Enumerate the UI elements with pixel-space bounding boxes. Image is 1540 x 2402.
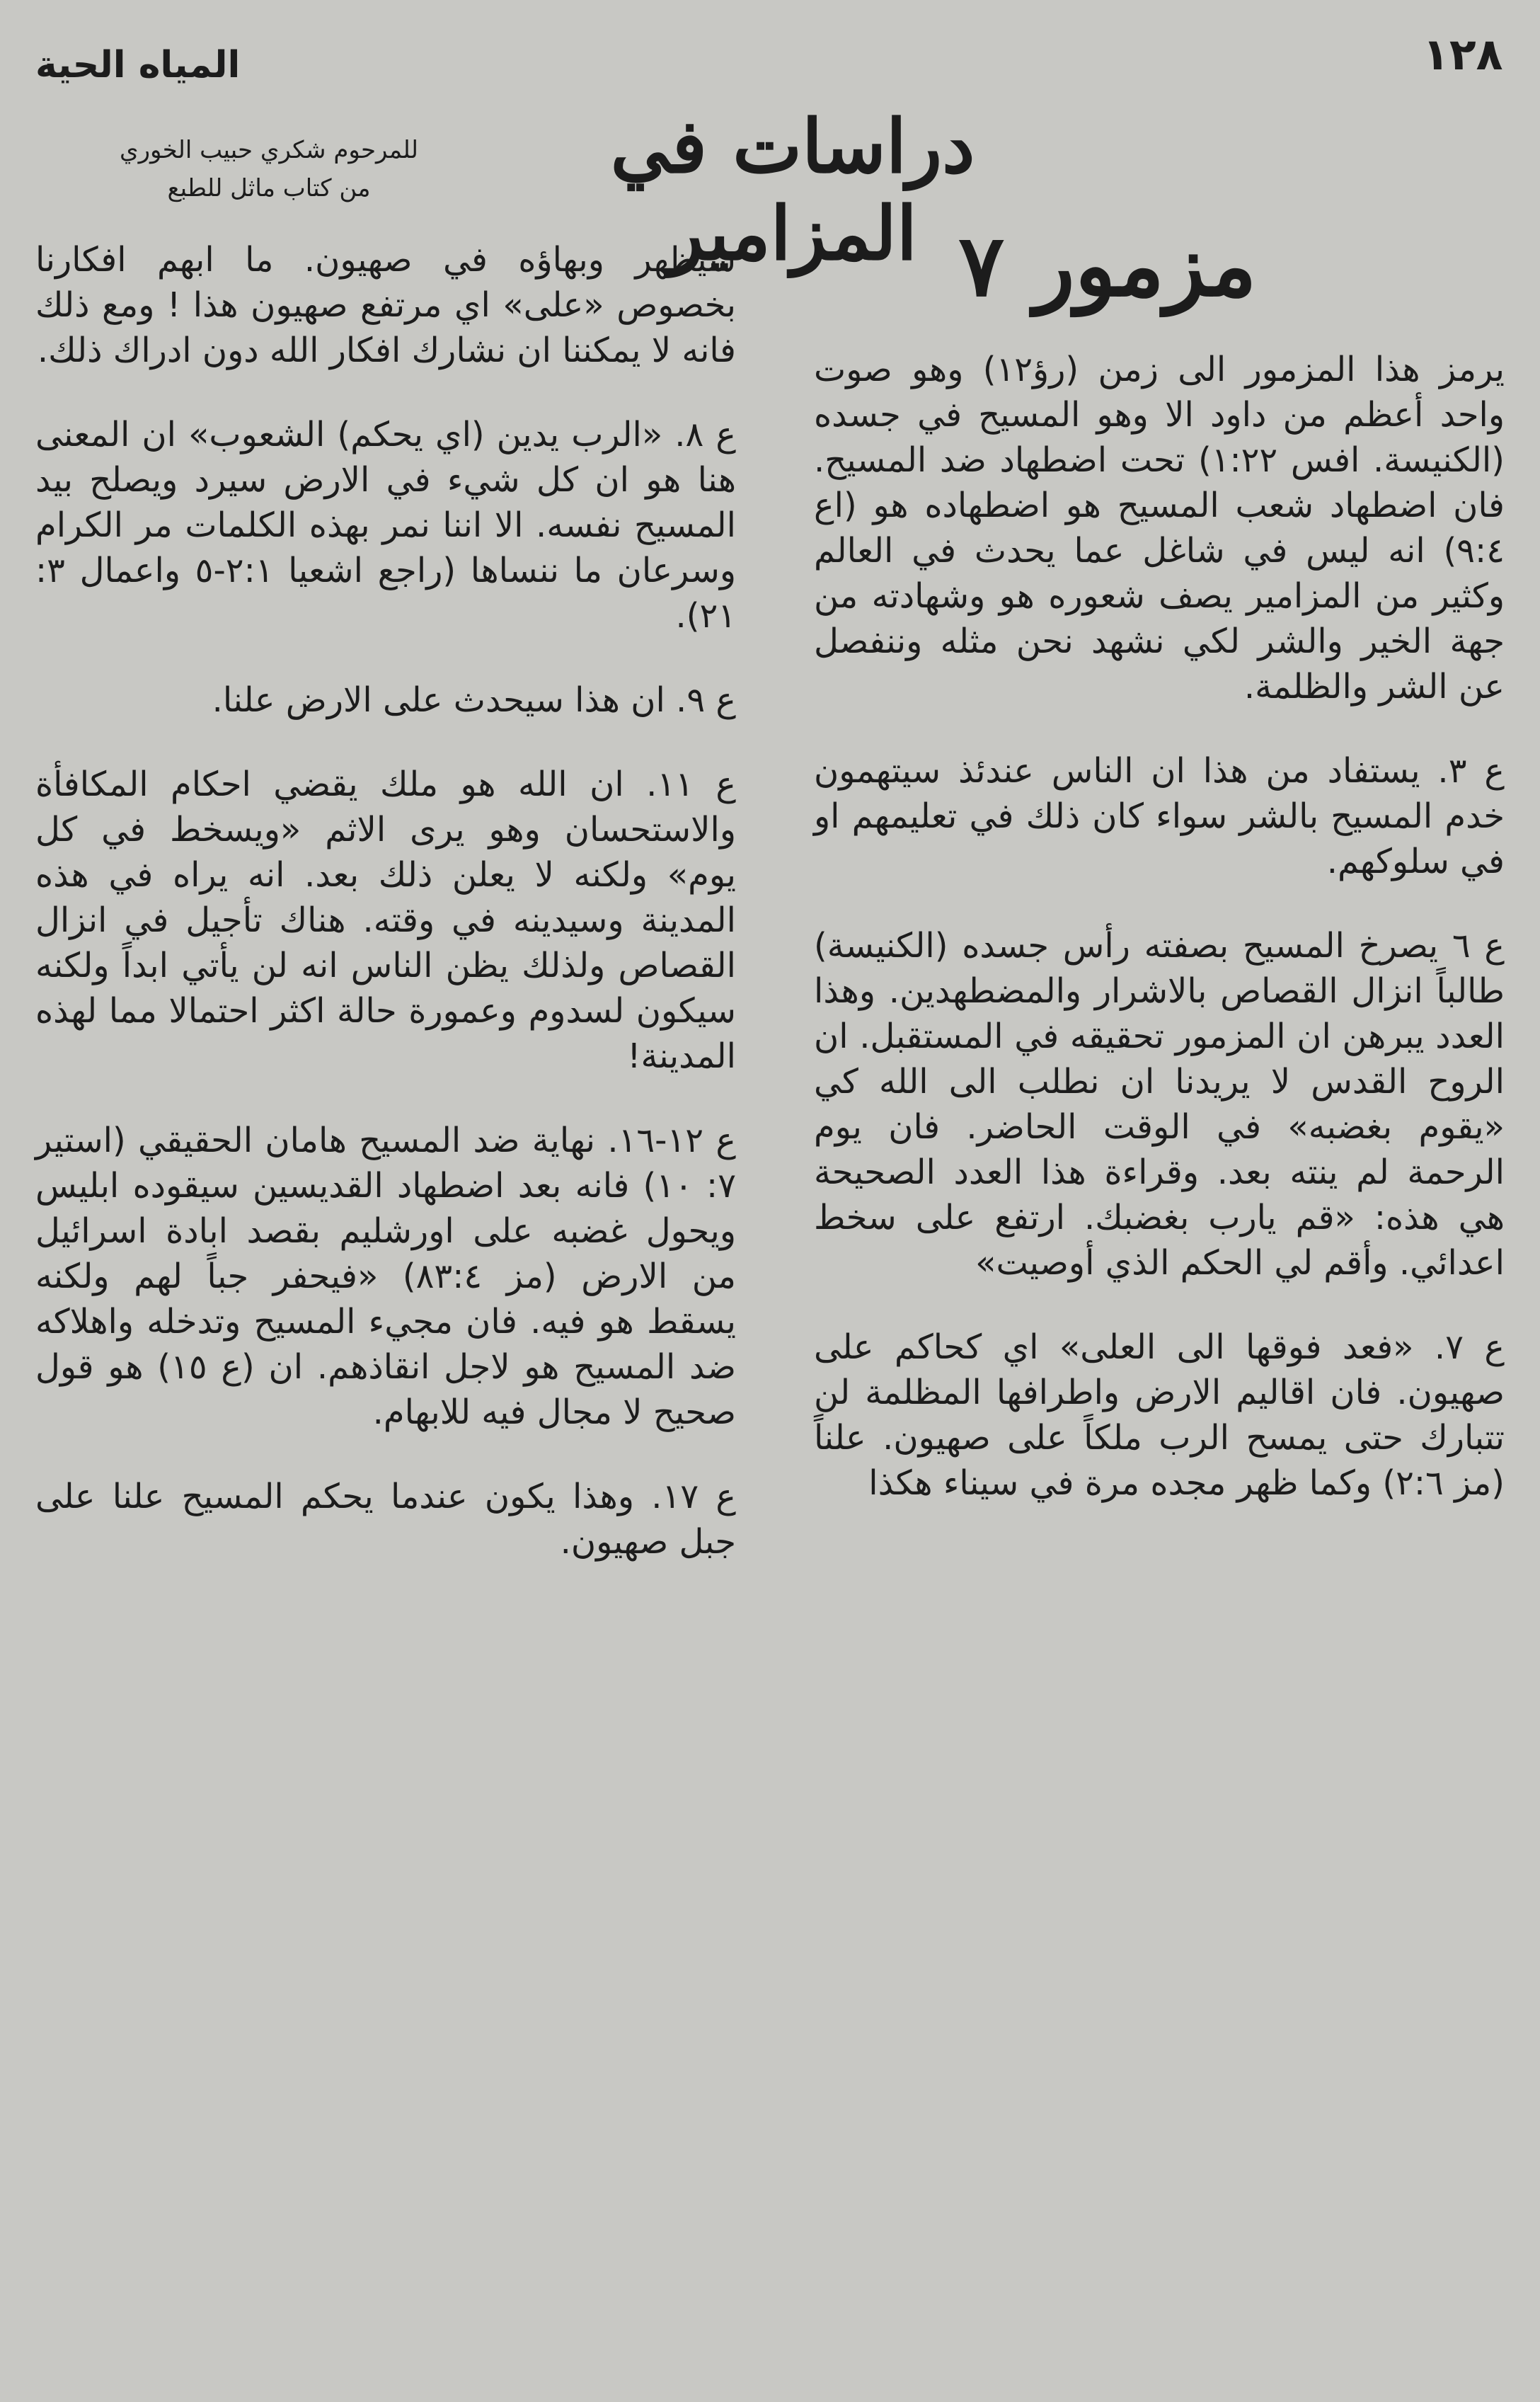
- right-column: [814, 347, 1505, 1545]
- running-head: المياه الحية: [35, 44, 241, 86]
- paragraph: ع ١١. ان الله هو ملك يقضي احكام المكافأة والاستحسان وهو يرى الاثم «ويسخط في كل يوم» ولكنه لا يعلن ذلك بعد. انه يراه في هذه المدينة وسيدينه في وقته. هناك تأجيل في انزال القصاص ولذلك يظن الناس انه لن يأتي ابداً ولكنه سيكون لسدوم وعمورة حالة اكثر احتمالا مما لهذه المدينة!: [35, 765, 736, 1076]
- paragraph: يرمز هذا المزمور الى زمن (رؤ١٢) وهو صوت واحد أعظم من داود الا وهو المسيح في جسده (الكنيسة. افس ١:٢٢) تحت اضطهاد ضد المسيح. فان اضطهاد شعب المسيح هو اضطهاده هو (اع ٩:٤) انه ليس في شاغل عما يحدث في العالم وكثير من المزامير يصف شعوره هو وشهادته من جهة الخير والشر لكي نشهد نحن مثله وننفصل عن الشر والظلمة.: [814, 350, 1505, 707]
- paragraph: ع ١٢-١٦. نهاية ضد المسيح هامان الحقيقي (استير ٧: ١٠) فانه بعد اضطهاد القديسين سيقوده ابليس ويحول غضبه على اورشليم بقصد ابادة اسرائيل من الارض (مز ٨٣:٤) «فيحفر جباً لهم ولكنه يسقط هو فيه. فان مجيء المسيح وتدخله واهلاكه ضد المسيح هو لاجل انقاذهم. ان (ع ١٥) هو قول صحيح لا مجال فيه للابهام.: [35, 1121, 737, 1432]
- left-column: [35, 237, 736, 1603]
- author-line: للمرحوم شكري حبيب الخوري: [120, 136, 418, 164]
- source-note: من كتاب ماثل للطبع: [167, 174, 371, 202]
- paragraph: ع ٨. «الرب يدين (اي يحكم) الشعوب» ان المعنى هنا هو ان كل شيء في الارض سيرد ويصلح بيد المسيح نفسه. الا اننا نمر بهذه الكلمات مر الكرام وسرعان ما ننساها (راجع اشعيا ٢:١-٥ واعمال ٣: ٢١).: [35, 415, 737, 636]
- page-number: ١٢٨: [1423, 28, 1503, 80]
- paragraph: ع ٦ يصرخ المسيح بصفته رأس جسده (الكنيسة) طالباً انزال القصاص بالاشرار والمضطهدين. وهذا العدد يبرهن ان المزمور تحقيقه في المستقبل. ان الروح القدس لا يريدنا ان نطلب الى الله كي «يقوم بغضبه» في الوقت الحاضر. فان يوم الرحمة لم ينته بعد. وقراءة هذا العدد الصحيحة هي هذه: «قم يارب بغضبك. ارتفع على سخط اعدائي. وأقم لي الحكم الذي أوصيت»: [814, 926, 1505, 1283]
- paragraph: ع ٩. ان هذا سيحدث على الارض علنا.: [212, 680, 736, 720]
- paragraph: ع ١٧. وهذا يكون عندما يحكم المسيح علنا على جبل صهيون.: [35, 1477, 736, 1562]
- paragraph: سيظهر وبهاؤه في صهيون. ما ابهم افكارنا بخصوص «على» اي مرتفع صهيون هذا ! ومع ذلك فانه لا يمكننا ان نشارك افكار الله دون ادراك ذلك.: [35, 240, 736, 370]
- psalm-heading: مزمور ٧: [958, 216, 1257, 316]
- paragraph: ع ٧. «فعد فوقها الى العلى» اي كحاكم على صهيون. فان اقاليم الارض واطرافها المظلمة لن تتبارك حتى يمسح الرب ملكاً على صهيون. علناً (مز ٢:٦) وكما ظهر مجده مرة في سيناء هكذا: [814, 1327, 1505, 1503]
- author-block: [85, 131, 453, 207]
- series-title: دراسات في المزامير: [610, 103, 975, 277]
- paragraph: ع ٣. يستفاد من هذا ان الناس عندئذ سيتهمون خدم المسيح بالشر سواء كان ذلك في تعليمهم او في سلوكهم.: [814, 751, 1505, 881]
